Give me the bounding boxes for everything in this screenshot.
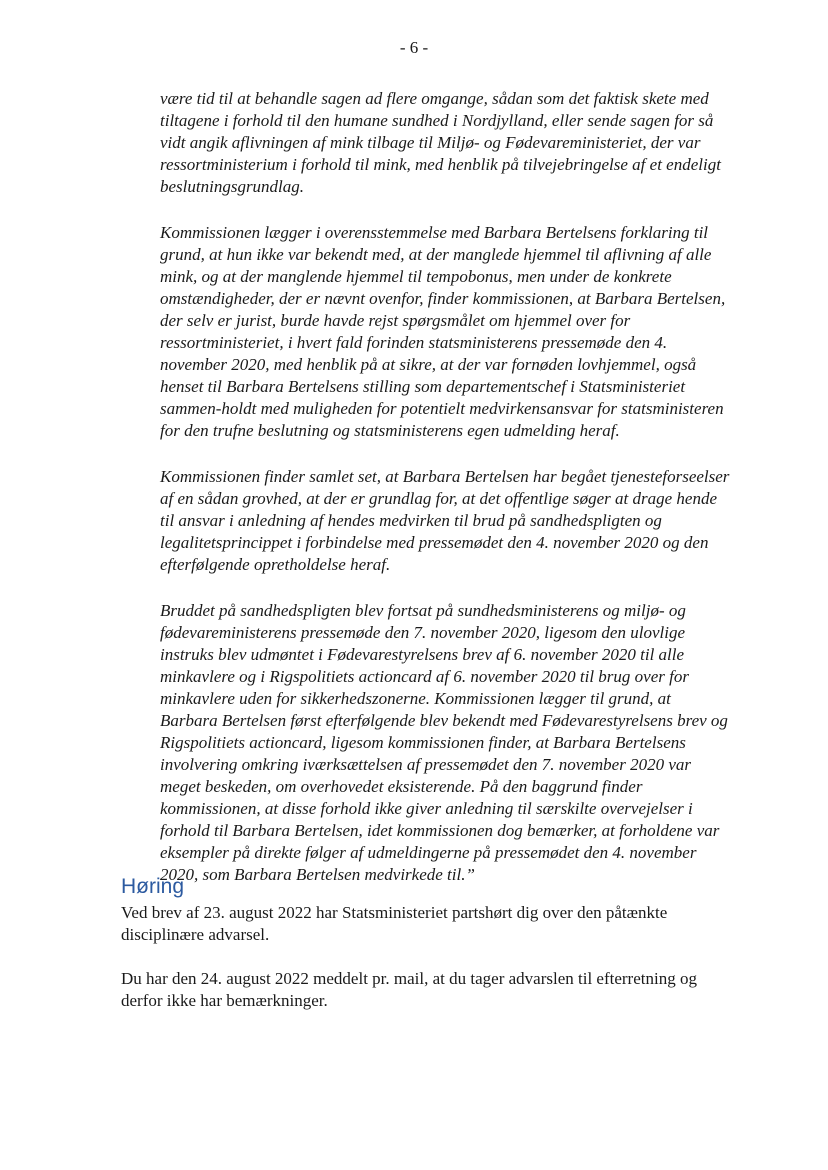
body-paragraph: Ved brev af 23. august 2022 har Statsministeriet partshørt dig over den påtænkte disciplinære advarsel. bbox=[121, 903, 668, 944]
section-heading: Høring bbox=[121, 875, 185, 898]
quote-paragraph: Kommissionen finder samlet set, at Barbara Bertelsen har begået tjenesteforseelser af en sådan grovhed, at der er grundlag for, at det offentlige søger at drage hende til ansvar i anledning af hendes medvirken til brud på sandhedspligten og legalitetsprincippet i forbindelse med pressemødet den 4. november 2020 og den efterfølgende opretholdelse heraf. bbox=[160, 467, 730, 574]
body-paragraph: Du har den 24. august 2022 meddelt pr. mail, at du tager advarslen til efterretning og derfor ikke har bemærkninger. bbox=[121, 969, 697, 1010]
page-number: - 6 - bbox=[399, 38, 429, 57]
hearing-section bbox=[121, 875, 733, 1034]
quoted-excerpt bbox=[160, 88, 730, 910]
quote-paragraph: Kommissionen lægger i overensstemmelse med Barbara Bertelsens forklaring til grund, at hun ikke var bekendt med, at der manglede hjemmel til aflivning af alle mink, og at der manglende hjemmel til tempobonus, men under de konkrete omstændigheder, der er nævnt ovenfor, finder kommissionen, at Barbara Bertelsen, der selv er jurist, burde havde rejst spørgsmålet om hjemmel over for ressortministeriet, i hvert fald forinden statsministerens pressemøde den 4. november 2020, med henblik på at sikre, at der var fornøden lovhjemmel, også henset til Barbara Bertelsens stilling som departementschef i Statsministeriet sammen-holdt med muligheden for potentielt medvirkensansvar for statsministeren for den trufne beslutning og statsministerens egen udmelding heraf. bbox=[160, 223, 726, 440]
quote-paragraph: Bruddet på sandhedspligten blev fortsat på sundhedsministerens og miljø- og fødevareministerens pressemøde den 7. november 2020, ligesom den ulovlige instruks blev udmøntet i Fødevarestyrelsens brev af 6. november 2020 til alle minkavlere og i Rigspolitiets actioncard af 6. november 2020 til brug over for minkavlere uden for sikkerhedszonerne. Kommissionen lægger til grund, at Barbara Bertelsen først efterfølgende blev bekendt med Fødevarestyrelsens brev og Rigspolitiets actioncard, ligesom kommissionen finder, at Barbara Bertelsens involvering omkring iværksættelsen af pressemødet den 7. november 2020 var meget beskeden, om overhovedet eksisterende. På den baggrund finder kommissionen, at disse forhold ikke giver anledning til særskilte overvejelser i forhold til Barbara Bertelsen, idet kommissionen dog bemærker, at forholdene var eksempler på direkte følger af udmeldingerne på pressemødet den 4. november 2020, som Barbara Bertelsen medvirkede til.” bbox=[160, 601, 728, 884]
quote-paragraph: være tid til at behandle sagen ad flere omgange, sådan som det faktisk skete med tiltagene i forhold til den humane sundhed i Nordjylland, eller sende sagen for så vidt angik aflivningen af mink tilbage til Miljø- og Fødevareministeriet, der var ressortministerium i forhold til mink, med henblik på tilvejebringelse af et endeligt beslutningsgrundlag. bbox=[160, 89, 721, 196]
